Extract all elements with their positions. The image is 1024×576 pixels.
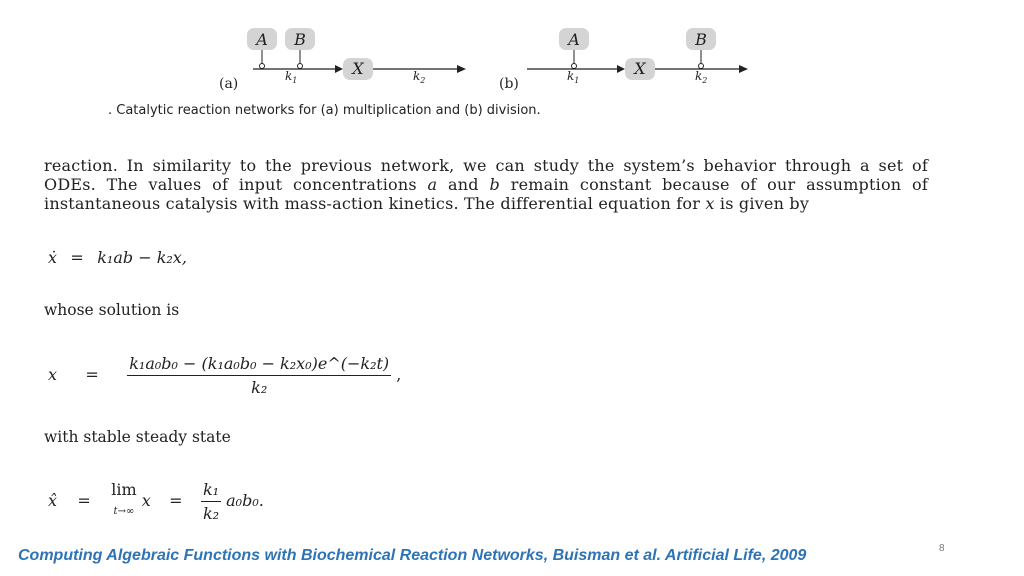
eq3-tail: a₀b₀. (226, 491, 264, 510)
node-a-label: A (256, 30, 268, 49)
equation-3: x̂ = lim t→∞ x = $\frac{\text{k₁}}{\text{k₂}}$ a₀b₀. (48, 480, 264, 523)
var-x: x (705, 194, 715, 213)
var-b: b (489, 175, 500, 194)
rate-k1-a: $k_1$ (285, 69, 298, 85)
panel-label-a: (a) (219, 76, 239, 92)
equation-1: ẋ = k₁ab − k₂x, (48, 248, 187, 267)
eq2-lhs: x (48, 365, 58, 384)
eq1-lhs: ẋ (48, 248, 58, 267)
node-b-label: B (695, 30, 707, 49)
footer-citation: Computing Algebraic Functions with Biochemical Reaction Networks, Buisman et al. Artificial Life, 2009 (18, 547, 807, 564)
eq2-numerator: k₁a₀b₀ − (k₁a₀b₀ − k₂x₀)e^(−k₂t) (127, 354, 391, 376)
node-a-label: A (568, 30, 580, 49)
eq3-lim-sub: t→∞ (113, 506, 135, 517)
eq3-var: x (141, 491, 151, 510)
equation-2: x = $\frac{\text{k₁a₀b₀ − (k₁a₀b₀ − k₂x₀)e\textasciicircum{}(−k₂t)}}{\text{k₂}}$ , (48, 354, 402, 397)
diagram-b (495, 20, 755, 90)
figure-caption: . Catalytic reaction networks for (a) multiplication and (b) division. (108, 103, 541, 118)
eq3-lhs: x̂ (48, 491, 58, 510)
rate-k1-b: $k_1$ (567, 69, 580, 85)
node-x-label: X (634, 59, 646, 78)
page-number: 8 (939, 543, 945, 554)
panel-label-b: (b) (499, 76, 519, 92)
eq2-denominator: k₂ (251, 378, 268, 397)
text-whose-solution: whose solution is (44, 301, 180, 319)
rate-k2-a: $k_2$ (413, 69, 426, 85)
rate-k2-b: $k_2$ (695, 69, 708, 85)
node-b-label: B (294, 30, 306, 49)
eq3-denominator: k₂ (202, 504, 220, 523)
text-steady-state: with stable steady state (44, 428, 231, 446)
diagram-a (215, 20, 475, 90)
eq3-numerator: k₁ (201, 480, 221, 502)
eq3-fraction (201, 480, 221, 523)
eq2-fraction (127, 354, 391, 397)
body-paragraph: reaction. In similarity to the previous network, we can study the system’s behavior through a set of ODEs. The values of input concentrations a and b remain constant because of our assumption of instantaneous catalysis with mass-action kinetics. The differential equation for x is given by (44, 156, 929, 213)
node-x-label: X (352, 59, 364, 78)
eq3-lim: lim (111, 480, 137, 499)
eq1-rhs: k₁ab − k₂x, (97, 248, 187, 267)
var-a: a (427, 175, 438, 194)
